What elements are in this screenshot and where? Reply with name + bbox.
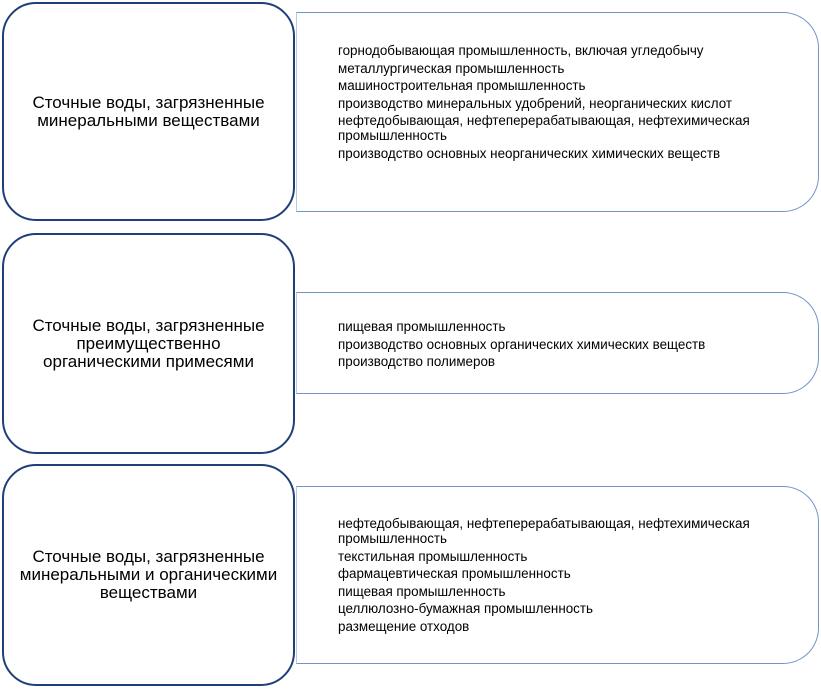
list-item: горнодобывающая промышленность, включая угледобычу (338, 43, 704, 58)
list-item: размещение отходов (338, 618, 470, 634)
industry-list-mineral (338, 43, 788, 163)
category-label-mineral: Сточные воды, загрязненные минеральными веществами (32, 92, 265, 130)
list-item: пищевая промышленность (338, 583, 506, 599)
list-item: производство полимеров (338, 354, 496, 369)
list-item: пищевая промышленность (338, 319, 506, 334)
list-item: машиностроительная промышленность (338, 78, 586, 93)
list-item: производство основных неорганических химических веществ (338, 145, 721, 161)
list-item: фармацевтическая промышленность (338, 566, 571, 581)
list-item: металлургическая промышленность (338, 60, 565, 76)
category-box-organic (2, 233, 295, 454)
list-item: нефтедобывающая, нефтеперерабатывающая, нефтехимическая промышленность (338, 516, 750, 546)
category-box-mineral (2, 2, 295, 221)
list-item: нефтедобывающая, нефтеперерабатывающая, нефтехимическая промышленность (338, 113, 750, 143)
list-item: производство минеральных удобрений, неорганических кислот (338, 95, 732, 111)
category-label-mixed: Сточные воды, загрязненные минеральными и органическими веществами (19, 547, 278, 602)
category-box-mixed (2, 464, 295, 686)
industry-list-mixed (338, 516, 788, 636)
list-item: текстильная промышленность (338, 548, 528, 564)
list-item: производство основных органических химических веществ (338, 336, 706, 352)
category-label-organic: Сточные воды, загрязненные преимущественно органическими примесями (32, 315, 265, 371)
industry-list-organic (338, 319, 788, 372)
list-item: целлюлозно-бумажная промышленность (338, 601, 593, 616)
